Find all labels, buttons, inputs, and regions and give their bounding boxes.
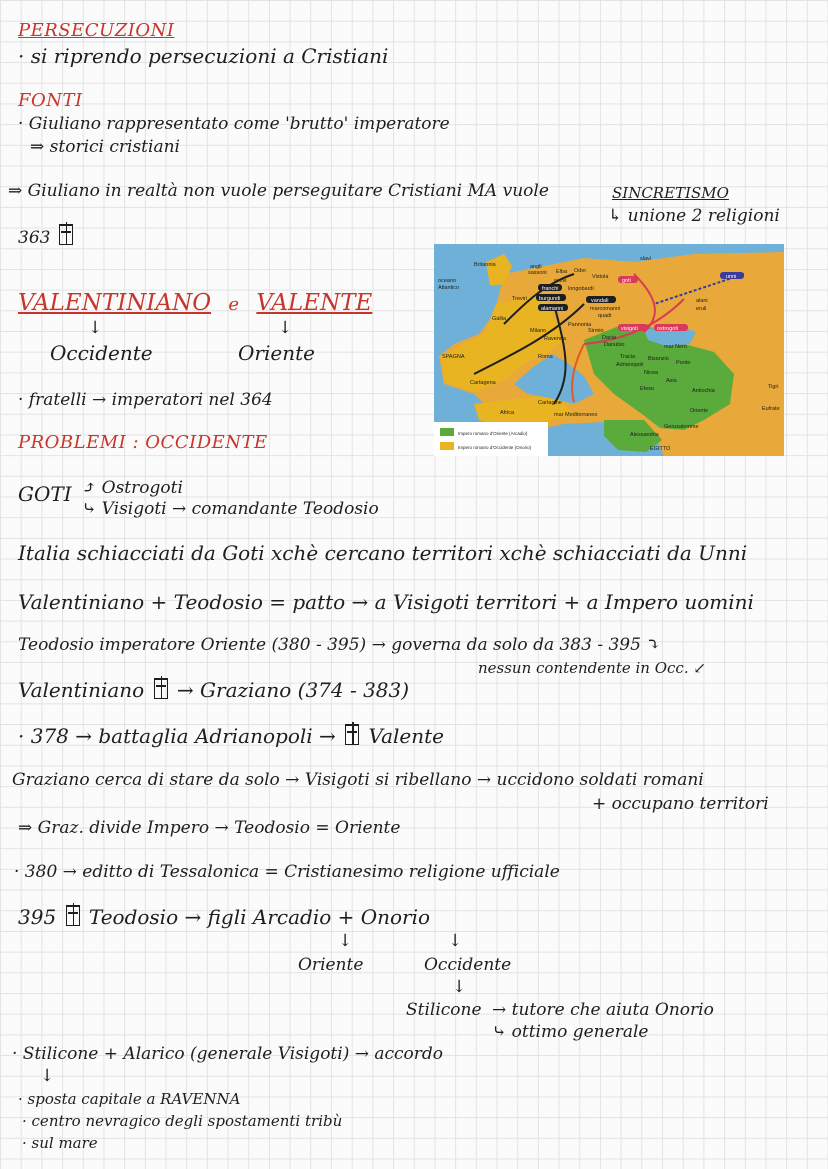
oriente-arcadio-label: Oriente — [298, 955, 364, 975]
valentiniano-graziano-note — [18, 678, 409, 702]
map-label: Alessandria — [630, 432, 659, 438]
map-label: Cartagine — [538, 400, 562, 406]
map-label: unni — [726, 274, 737, 280]
map-label: alamanni — [541, 306, 564, 312]
map-label: Oriente — [690, 408, 709, 414]
map-label: Ponto — [676, 360, 691, 366]
year-363 — [18, 224, 76, 248]
map-label: Ravenna — [544, 336, 567, 342]
graziano-cerca-note: Graziano cerca di stare da solo → Visigoti si ribellano → uccidono soldati romani — [12, 770, 704, 790]
ostrogoti-label: ⤴ Ostrogoti — [82, 478, 183, 498]
fonti-note-2: ⇒ storici cristiani — [30, 137, 180, 157]
map-label: Adrianopoli — [616, 362, 644, 368]
anno-395-note — [18, 905, 430, 929]
persecuzioni-heading: PERSECUZIONI — [18, 20, 175, 41]
emperors-heading — [18, 290, 372, 316]
adrianopoli-note — [18, 724, 444, 748]
legend-swatch-west — [440, 442, 454, 450]
map-label: burgundi — [539, 296, 561, 302]
barbarian-invasions-map — [434, 244, 784, 456]
giuliano-note: ⇒ Giuliano in realtà non vuole perseguitare Cristiani MA vuole — [8, 181, 549, 201]
map-label: svevi — [554, 278, 567, 284]
map-label: sassoni — [528, 270, 547, 276]
death-cross-icon — [66, 905, 80, 926]
and-word: e — [228, 294, 240, 315]
map-label: EGITTO — [650, 446, 671, 452]
anno-395-text: 395 — [18, 905, 57, 929]
stilicone-alarico-note: · Stilicone + Alarico (generale Visigoti) → accordo — [12, 1044, 444, 1064]
tutore-note: → tutore che aiuta Onorio — [492, 1000, 714, 1020]
legend-box — [434, 422, 548, 456]
arrow-down-arcadio: ↓ — [338, 931, 353, 951]
editto-note: · 380 → editto di Tessalonica = Cristianesimo religione ufficiale — [14, 862, 560, 882]
valentiniano-title: VALENTINIANO — [18, 290, 212, 316]
arrow-down-right: ↓ — [278, 318, 293, 338]
teodosio-figli-text: Teodosio → figli Arcadio + Onorio — [88, 905, 431, 929]
arrow-down-sposta: ↓ — [40, 1066, 55, 1086]
map-label: quadi — [598, 313, 612, 319]
graz-divide-note: ⇒ Graz. divide Impero → Teodosio = Oriente — [18, 818, 401, 838]
map-label: Asia — [666, 378, 677, 384]
stilicone-label: Stilicone — [406, 1000, 482, 1020]
map-label: oceano — [438, 278, 457, 284]
map-label: Efeso — [640, 386, 655, 392]
nessun-contendente-note: nessun contendente in Occ. ↙ — [478, 659, 706, 677]
map-label: Roma — [538, 354, 553, 360]
goti-label: GOTI — [18, 482, 72, 506]
map-label: Milano — [530, 328, 547, 334]
occidente-label: Occidente — [50, 341, 153, 365]
map-label: mar Mediterraneo — [554, 412, 598, 418]
legend-swatch-east — [440, 428, 454, 436]
map-label: eruli — [696, 306, 707, 312]
map-label: Antiochia — [692, 388, 715, 394]
map-svg — [434, 244, 784, 456]
map-label: Gallia — [492, 316, 507, 322]
teodosio-imperatore-note: Teodosio imperatore Oriente (380 - 395) → governa da solo da 383 - 395 ⤵ — [18, 635, 661, 655]
death-cross-icon — [154, 678, 168, 699]
map-label: ostrogoti — [657, 326, 679, 332]
legend-label-east: Impero romano d'Oriente (Arcadio) — [458, 431, 528, 436]
map-label: angli — [530, 264, 542, 270]
valente-name: Valente — [368, 724, 445, 748]
map-label: vandali — [591, 298, 609, 304]
legend-label-west: Impero romano d'Occidente (Onorio) — [458, 445, 532, 450]
graziano-reign: → Graziano (374 - 383) — [176, 678, 410, 702]
year-363-text: 363 — [18, 228, 51, 248]
map-label: franchi — [542, 286, 559, 292]
patto-note: Valentiniano + Teodosio = patto → a Visigoti territori + a Impero uomini — [18, 590, 754, 614]
map-label: Cartagena — [470, 380, 496, 386]
map-label: mar Nero — [664, 344, 687, 350]
fonti-note-1: · Giuliano rappresentato come 'brutto' imperatore — [18, 114, 450, 134]
map-label: Bisanzio — [648, 356, 669, 362]
map-label: longobardi — [568, 286, 594, 292]
sposta-capitale-note: · sposta capitale a RAVENNA — [18, 1090, 241, 1108]
map-label: Treviri — [512, 296, 528, 302]
map-label: marcomanni — [590, 306, 621, 312]
map-label: Gerusalemme — [664, 424, 699, 430]
persecuzioni-note: · si riprendo persecuzioni a Cristiani — [18, 44, 389, 68]
sincretismo-term: SINCRETISMO — [612, 184, 729, 202]
map-label: Sirmio — [588, 328, 604, 334]
map-label: Tigri — [768, 384, 779, 390]
italia-note: Italia schiacciati da Goti xchè cercano territori xchè schiacciati da Unni — [18, 541, 748, 565]
oriente-label: Oriente — [238, 341, 315, 365]
occupano-note: + occupano territori — [592, 794, 769, 814]
map-label: Danubio — [604, 342, 625, 348]
map-label: goti — [622, 278, 631, 284]
ottimo-generale-note: ⤷ ottimo generale — [492, 1022, 649, 1042]
fonti-heading: FONTI — [18, 90, 83, 111]
death-cross-icon — [345, 724, 359, 745]
map-label: Africa — [500, 410, 515, 416]
map-label: Dacia — [602, 335, 617, 341]
arrow-down-onorio: ↓ — [448, 931, 463, 951]
arrow-down-stilicone: ↓ — [452, 977, 467, 997]
map-label: Pannonia — [568, 322, 592, 328]
valente-title: VALENTE — [256, 290, 373, 316]
valentiniano-name: Valentiniano — [18, 678, 145, 702]
map-label: Atlantico — [438, 285, 460, 291]
map-label: Vistola — [592, 274, 609, 280]
unione-note: ↳ unione 2 religioni — [608, 206, 780, 226]
map-label: Britannia — [474, 262, 496, 268]
problemi-heading: PROBLEMI : OCCIDENTE — [18, 432, 268, 453]
occidente-onorio-label: Occidente — [424, 955, 512, 975]
fratelli-note: · fratelli → imperatori nel 364 — [18, 390, 273, 410]
visigoti-note: ⤷ Visigoti → comandante Teodosio — [82, 499, 379, 519]
map-label: SPAGNA — [442, 354, 465, 360]
centro-nevragico-note: · centro nevragico degli spostamenti tribù — [22, 1112, 343, 1130]
map-label: Elba — [556, 269, 568, 275]
arrow-down-left: ↓ — [88, 318, 103, 338]
map-label: Nicea — [644, 370, 659, 376]
death-cross-icon — [59, 224, 73, 245]
adrianopoli-text: · 378 → battaglia Adrianopoli → — [18, 724, 336, 748]
map-label: alani — [696, 298, 708, 304]
map-legend — [434, 422, 548, 456]
map-label: slavi — [640, 256, 652, 262]
map-label: Tracia — [620, 354, 636, 360]
map-label: Oder — [574, 268, 587, 274]
sul-mare-note: · sul mare — [22, 1134, 98, 1152]
map-label: Eufrate — [762, 406, 780, 412]
map-label: visigoti — [621, 326, 638, 332]
